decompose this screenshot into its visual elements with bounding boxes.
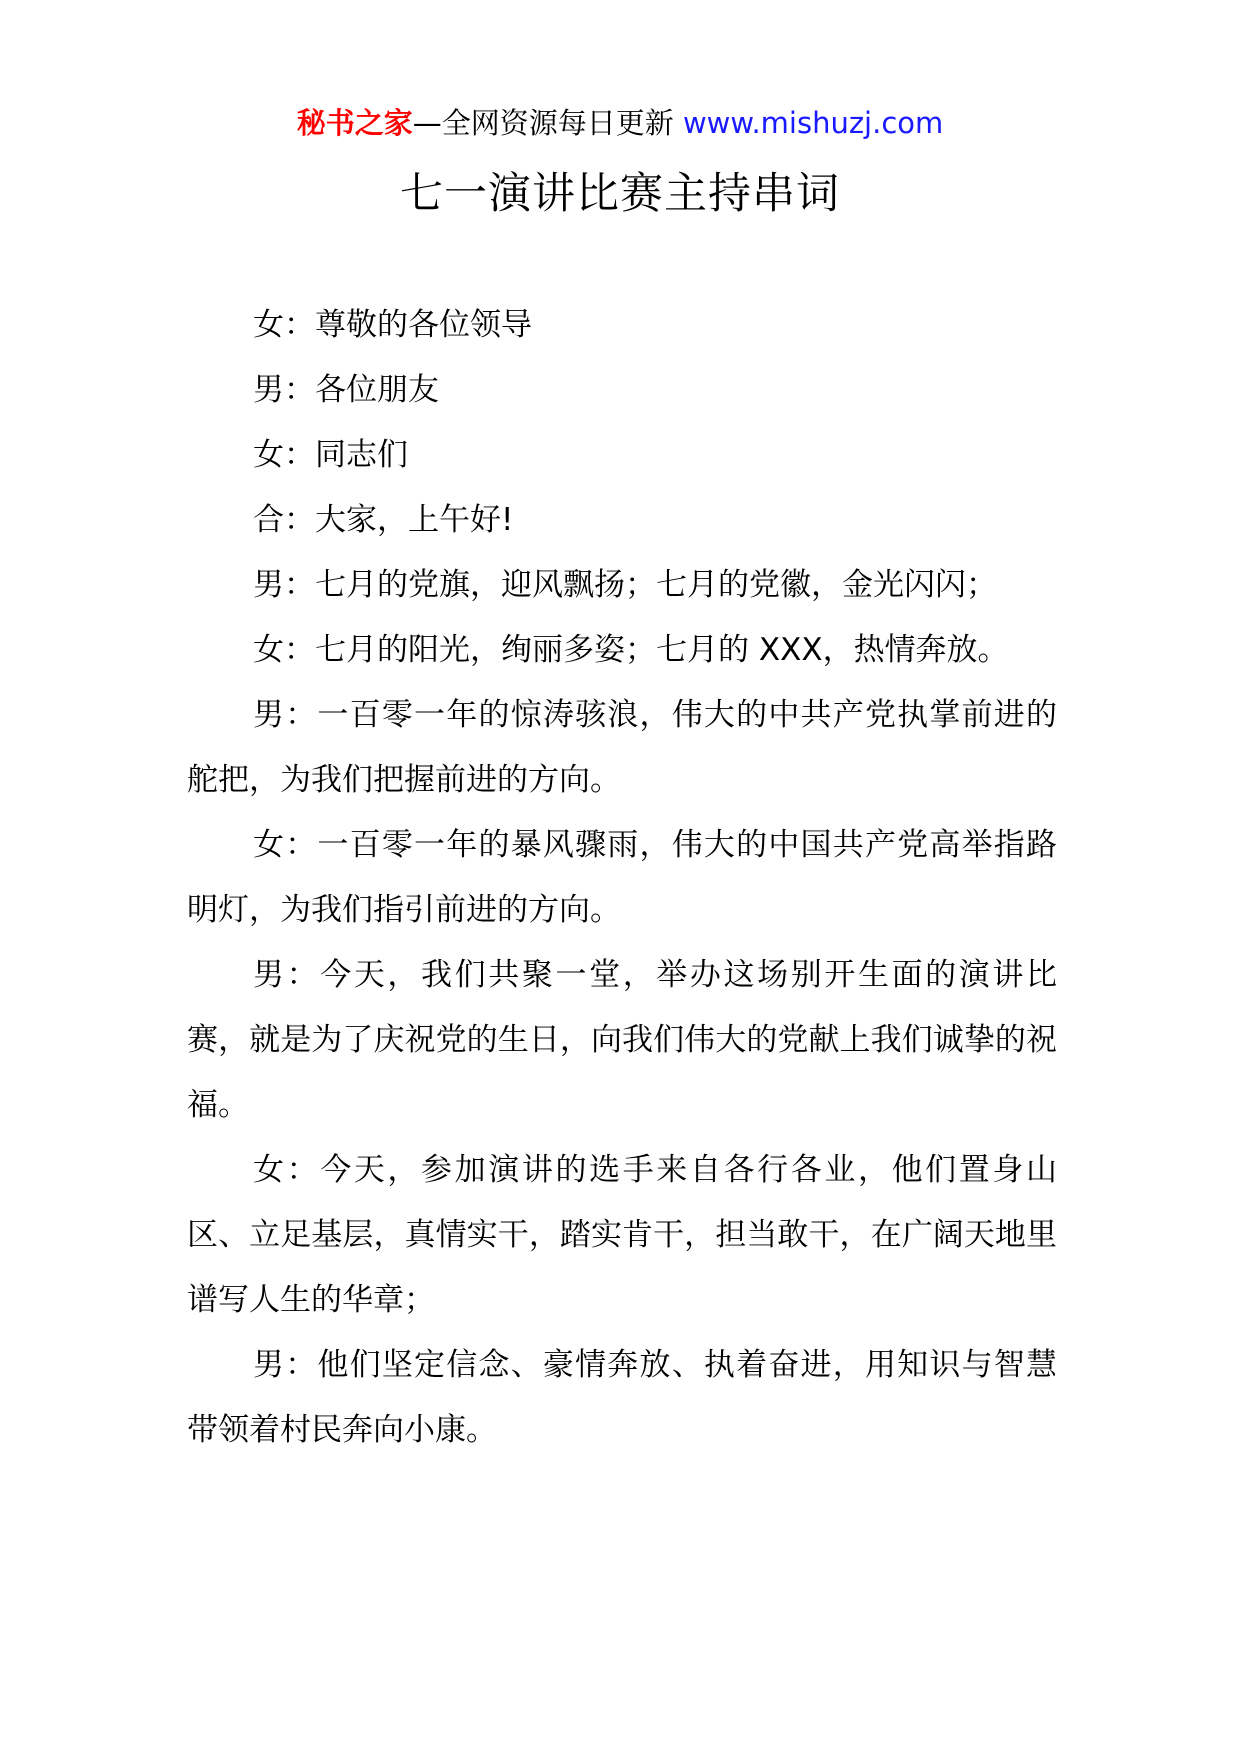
- document-body: [187, 293, 1057, 1463]
- paragraph: 女：一百零一年的暴风骤雨，伟大的中国共产党高举指路明灯，为我们指引前进的方向。: [187, 827, 1057, 928]
- document-title: 七一演讲比赛主持串词: [400, 169, 840, 219]
- site-header: [0, 103, 1240, 143]
- paragraph: 女：七月的阳光，绚丽多姿；七月的 XXX，热情奔放。: [253, 632, 1009, 668]
- paragraph: 男：今天，我们共聚一堂，举办这场别开生面的演讲比赛，就是为了庆祝党的生日，向我们伟大的党献上我们诚挚的祝福。: [187, 957, 1057, 1123]
- paragraph: 合：大家，上午好!: [253, 502, 514, 538]
- header-tagline: —全网资源每日更新: [412, 106, 683, 140]
- paragraph: 女：尊敬的各位领导: [253, 307, 532, 343]
- paragraph: 男：他们坚定信念、豪情奔放、执着奋进，用知识与智慧带领着村民奔向小康。: [187, 1347, 1057, 1448]
- brand-name: 秘书之家: [296, 106, 413, 140]
- paragraph: 男：七月的党旗，迎风飘扬；七月的党徽，金光闪闪；: [253, 567, 997, 603]
- paragraph: 女：今天，参加演讲的选手来自各行各业，他们置身山区、立足基层，真情实干，踏实肯干，担当敢干，在广阔天地里谱写人生的华章；: [187, 1152, 1057, 1318]
- paragraph: 男：各位朋友: [253, 372, 439, 408]
- paragraph: 男：一百零一年的惊涛骇浪，伟大的中共产党执掌前进的舵把，为我们把握前进的方向。: [187, 697, 1057, 798]
- site-url-link[interactable]: www.mishuzj.com: [682, 106, 944, 140]
- paragraph: 女：同志们: [253, 437, 408, 473]
